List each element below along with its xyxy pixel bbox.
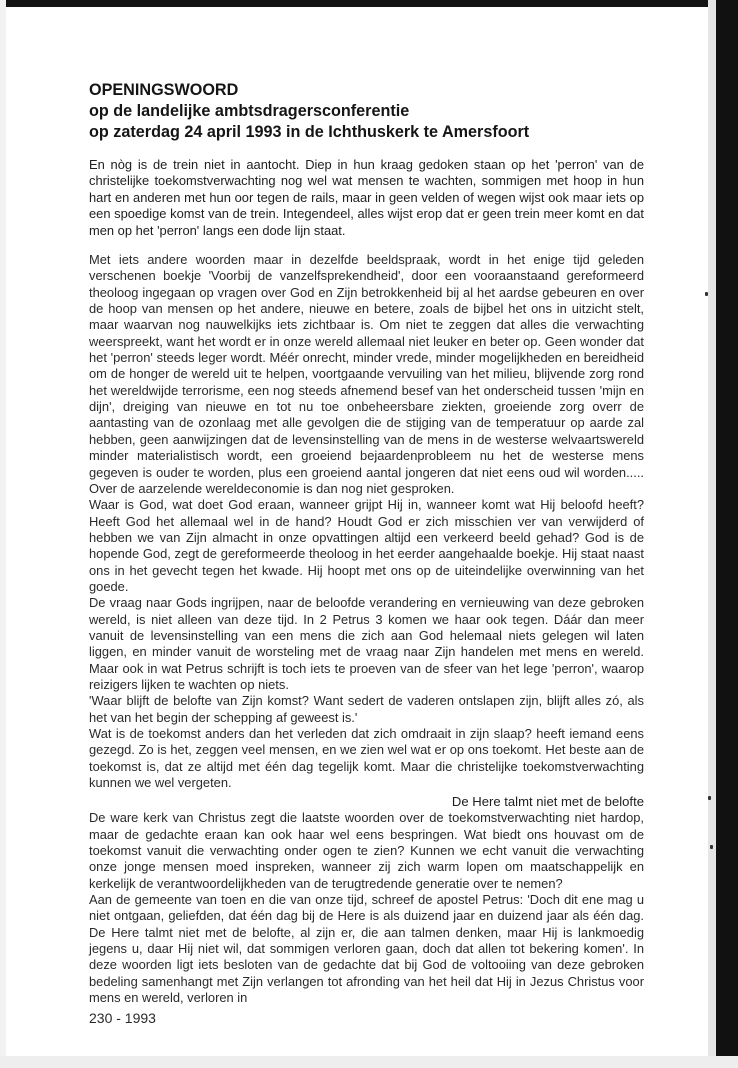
page-number: 230 - 1993 xyxy=(89,1010,156,1026)
body-paragraph: Met iets andere woorden maar in dezelfde beeldspraak, wordt in het enige tijd geleden verschenen boekje 'Voorbij de vanzelfsprekendheid', door een vooraanstaand gereformeerd theoloog ingegaan op vragen over God en Zijn betrokkenheid bij al het aardse gebeuren en over de hoop van mensen op het andere, nieuwe en betere, zoals de bijbel het ons in uitzicht stelt, maar waarvan nog nauwelkijks iets zichtbaar is. Om niet te zeggen dat alles die verwachting weerspreekt, want het wordt er in onze wereld allemaal niet leuker en beter op. Geen wonder dat het 'perron' steeds leger wordt. Méér onrecht, minder vrede, minder mogelijkheden en bereidheid om de honger de wereld uit te helpen, voortgaande vervuiling van het milieu, blijvende zorg rond het wereldwijde terrorisme, een nog steeds afnemend besef van het onderscheid tussen 'mijn en dijn', dreiging van nieuwe en tot nu toe onbeheersbare ziekten, groeiende zorg overr de aantasting van de ozonlaag met alle gevolgen die de stijging van de temperatuur op aarde zal hebben, geen aanwijzingen dat de levensinstelling van de mens in de westerse welvaartswereld minder materialistisch wordt, een groeiend bejaardenprobleem nu het de westerse mens gegeven is ouder te worden, plus een groeiend aantal jongeren dat niet eens oud wil worden..... Over de aarzelende wereldeconomie is dan nog niet gesproken. xyxy=(89,252,644,496)
scan-border-bottom xyxy=(0,1056,738,1068)
section-subheading: De Here talmt niet met de belofte xyxy=(451,794,644,810)
title-line: op de landelijke ambtsdragersconferentie xyxy=(89,102,410,120)
body-paragraph: Wat is de toekomst anders dan het verleden dat zich omdraait in zijn slaap? heeft iemand eens gezegd. Zo is het, zeggen veel mensen, en we zien wel wat er op ons toekomt. Het beste aan de toekomst is, dat ze altijd met één dag tegelijk komt. Maar die christelijke toekomstverwachting kunnen we wel vergeten. xyxy=(89,726,644,791)
body-paragraph: De ware kerk van Christus zegt die laatste woorden over de toekomstverwachting niet hardop, maar de gedachte eraan kan ook haar wel eens bespringen. Wat biedt ons houvast om de toekomst vanuit die verwachting onder ogen te zien? Kunnen we echt vanuit die verwachting onze jonge mensen moed inspreken, wanneer zij zich warm lopen om maatschappelijk en kerkelijk de verantwoordelijkheden van de terugtredende generatie over te nemen? xyxy=(89,810,644,891)
body-paragraph: De vraag naar Gods ingrijpen, naar de beloofde verandering en vernieuwing van deze gebroken wereld, is niet alleen van deze tijd. In 2 Petrus 3 komen we haar ook tegen. Dáár dan meer vanuit de levensinstelling van een mens die zich aan God helemaal niets gelegen wil laten liggen, en minder vanuit de worsteling met de vraag naar Zijn handelen met mens en wereld. Maar ook in wat Petrus schrijft is toch iets te proeven van de sfeer van het lege 'perron', waarop reizigers lijken te wachten op niets. xyxy=(89,595,644,692)
scan-speck xyxy=(708,796,711,800)
article-title xyxy=(89,80,644,143)
document-page xyxy=(89,80,644,1007)
body-paragraph: 'Waar blijft de belofte van Zijn komst? Want sedert de vaderen ontslapen zijn, blijft alles zó, als het van het begin der schepping af geweest is.' xyxy=(89,693,644,725)
article-body xyxy=(89,252,644,1006)
scan-speck xyxy=(710,845,713,849)
body-paragraph: Waar is God, wat doet God eraan, wanneer grijpt Hij in, wanneer komt wat Hij beloofd heeft? Heeft God het allemaal wel in de hand? Houdt God er zich misschien ver van verwijderd of hebben we van Zijn almacht in onze opvattingen altijd een verkeerd beeld gehad? God is de hopende God, zegt de gereformeerde theoloog in het eerder aangehaalde boekje. Hij staat naast ons in het gevecht tegen het kwade. Hij hoopt met ons op de uiteindelijke overwinning van het goede. xyxy=(89,497,644,594)
scan-border-right xyxy=(716,0,738,1068)
title-line: op zaterdag 24 april 1993 in de Ichthuskerk te Amersfoort xyxy=(89,123,530,141)
scan-border-top xyxy=(0,0,738,7)
body-paragraph: Aan de gemeente van toen en die van onze tijd, schreef de apostel Petrus: 'Doch dit ene mag u niet ontgaan, geliefden, dat één dag bij de Here is als duizend jaar en duizend jaar als één dag. De Here talmt niet met de belofte, al zijn er, die aan talmen denken, maar Hij is lankmoedig jegens u, daar Hij niet wil, dat sommigen verloren gaan, doch dat allen tot bekering komen'. In deze woorden ligt iets besloten van de gedachte dat bij God de voltooiing van deze gebroken bedeling samenhangt met Zijn verlangen tot afronding van het heil dat Hij in Jezus Christus voor mens en wereld, verloren in xyxy=(89,892,644,1006)
scan-page-edge xyxy=(708,0,716,1068)
scan-speck xyxy=(705,292,708,296)
title-line: OPENINGSWOORD xyxy=(89,81,239,99)
intro-paragraph: En nòg is de trein niet in aantocht. Diep in hun kraag gedoken staan op het 'perron' van de christelijke toekomstverwachting nog wel wat mensen te wachten, sommigen met hoop in hun hart en anderen met hun oor tegen de rails, maar in geen velden of wegen wijst ook maar iets op een spoedige komst van de trein. Integendeel, alles wijst erop dat er geen trein meer komt en dat men op het 'perron' langs een dode lijn staat. xyxy=(89,157,644,238)
scan-border-left xyxy=(0,0,6,1068)
